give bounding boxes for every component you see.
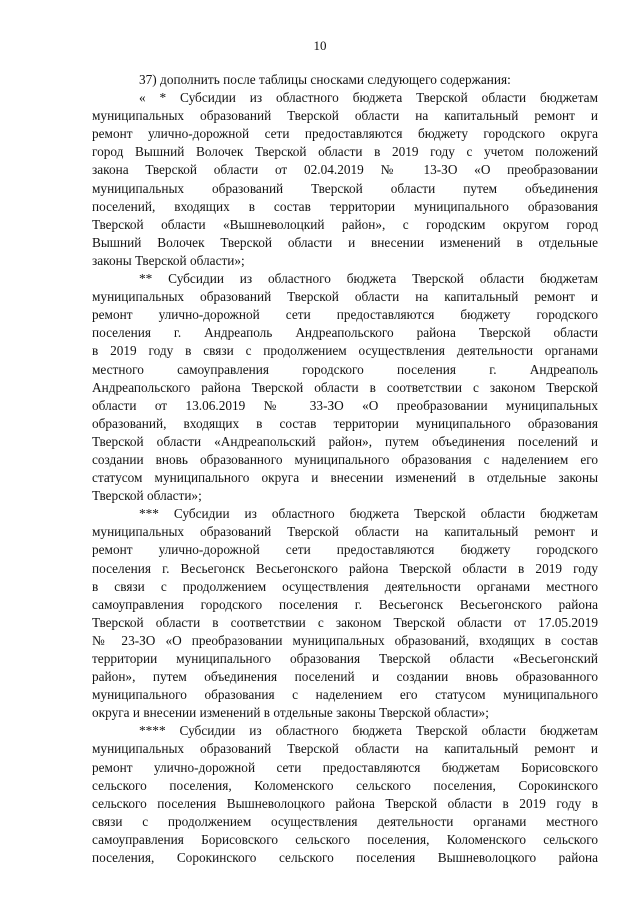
text-line: связи с продолжением осуществления деятельности органами местного	[92, 813, 598, 829]
text-line: ** Субсидии из областного бюджета Тверской области бюджетам	[139, 271, 598, 287]
body-text	[92, 71, 598, 867]
text-line: № 23-ЗО «О преобразовании муниципальных образований, входящих в состав	[92, 632, 598, 648]
text-line: образований, входящих в состав территории муниципального образования	[92, 415, 598, 431]
text-line: муниципальных образований Тверской области на капитальный ремонт и	[92, 741, 598, 757]
text-line: ремонт улично-дорожной сети предоставляются бюджету городского округа	[92, 126, 598, 142]
text-line: округа и внесении изменений в отдельные законы Тверской области»;	[92, 705, 489, 721]
text-line: муниципального образования с наделением его статусом муниципального	[92, 687, 598, 703]
text-line: поселения г. Андреаполь Андреапольского района Тверской области	[92, 325, 598, 341]
text-line: сельского поселения Вышневолоцкого района Тверской области в 2019 году в	[92, 795, 598, 811]
text-line: муниципальных образований Тверской области на капитальный ремонт и	[92, 108, 598, 124]
text-line: Андреапольского района Тверской области в соответствии с законом Тверской	[92, 379, 598, 395]
text-line: Тверской области «Андреапольский район», путем объединения поселений и	[92, 433, 598, 449]
text-line: Тверской области в соответствии с законом Тверской области от 17.05.2019	[92, 614, 598, 630]
text-line: области от 13.06.2019 № 33-ЗО «О преобразовании муниципальных	[92, 397, 598, 413]
text-line: территории муниципального образования Тверской области «Весьегонский	[92, 651, 598, 666]
text-line: « * Субсидии из областного бюджета Тверской области бюджетам	[139, 90, 598, 106]
text-line: *** Субсидии из областного бюджета Тверской области бюджетам	[139, 506, 598, 522]
text-line: Тверской области»;	[92, 488, 202, 504]
text-line: самоуправления городского поселения г. Весьегонск Весьегонского района	[92, 596, 598, 612]
text-line: ремонт улично-дорожной сети предоставляются бюджетам Борисовского	[92, 759, 598, 775]
text-line: в 2019 году в связи с продолжением осуществления деятельности органами	[92, 343, 598, 359]
text-line: сельского поселения, Коломенского сельского поселения, Сорокинского	[92, 777, 598, 793]
text-line: поселения, Сорокинского сельского поселения Вышневолоцкого района	[92, 850, 598, 866]
text-line: город Вышний Волочек Тверской области в 2019 году с учетом положений	[92, 144, 598, 160]
text-line: поселений, входящих в состав территории муниципального образования	[92, 198, 598, 214]
text-line: муниципальных образований Тверской области на капитальный ремонт и	[92, 524, 598, 540]
text-line: район», путем объединения поселений и создании вновь образованного	[92, 669, 598, 685]
text-line: Вышний Волочек Тверской области и внесении изменений в отдельные	[92, 234, 598, 250]
text-line: законы Тверской области»;	[92, 252, 245, 268]
text-line: закона Тверской области от 02.04.2019 № 13-ЗО «О преобразовании	[92, 162, 598, 178]
text-line: создании вновь образованного муниципального образования с наделением его	[92, 451, 598, 467]
text-line: местного самоуправления городского поселения г. Андреаполь	[92, 361, 598, 377]
text-line: статусом муниципального округа и внесении изменений в отдельные законы	[92, 470, 598, 486]
text-line: муниципальных образований Тверской области путем объединения	[92, 180, 598, 196]
text-line: поселения г. Весьегонск Весьегонского района Тверской области в 2019 году	[92, 560, 598, 576]
text-line: самоуправления Борисовского сельского поселения, Коломенского сельского	[92, 831, 598, 847]
page-number: 10	[313, 38, 327, 53]
text-line: 37) дополнить после таблицы сносками следующего содержания:	[139, 72, 511, 87]
text-line: ремонт улично-дорожной сети предоставляются бюджету городского	[92, 542, 598, 558]
text-line: муниципальных образований Тверской области на капитальный ремонт и	[92, 289, 598, 305]
text-line: в связи с продолжением осуществления деятельности органами местного	[92, 578, 598, 594]
text-line: **** Субсидии из областного бюджета Тверской области бюджетам	[139, 723, 598, 739]
text-line: ремонт улично-дорожной сети предоставляются бюджету городского	[92, 307, 598, 323]
text-line: Тверской области «Вышневолоцкий район», с городским округом город	[92, 216, 598, 232]
